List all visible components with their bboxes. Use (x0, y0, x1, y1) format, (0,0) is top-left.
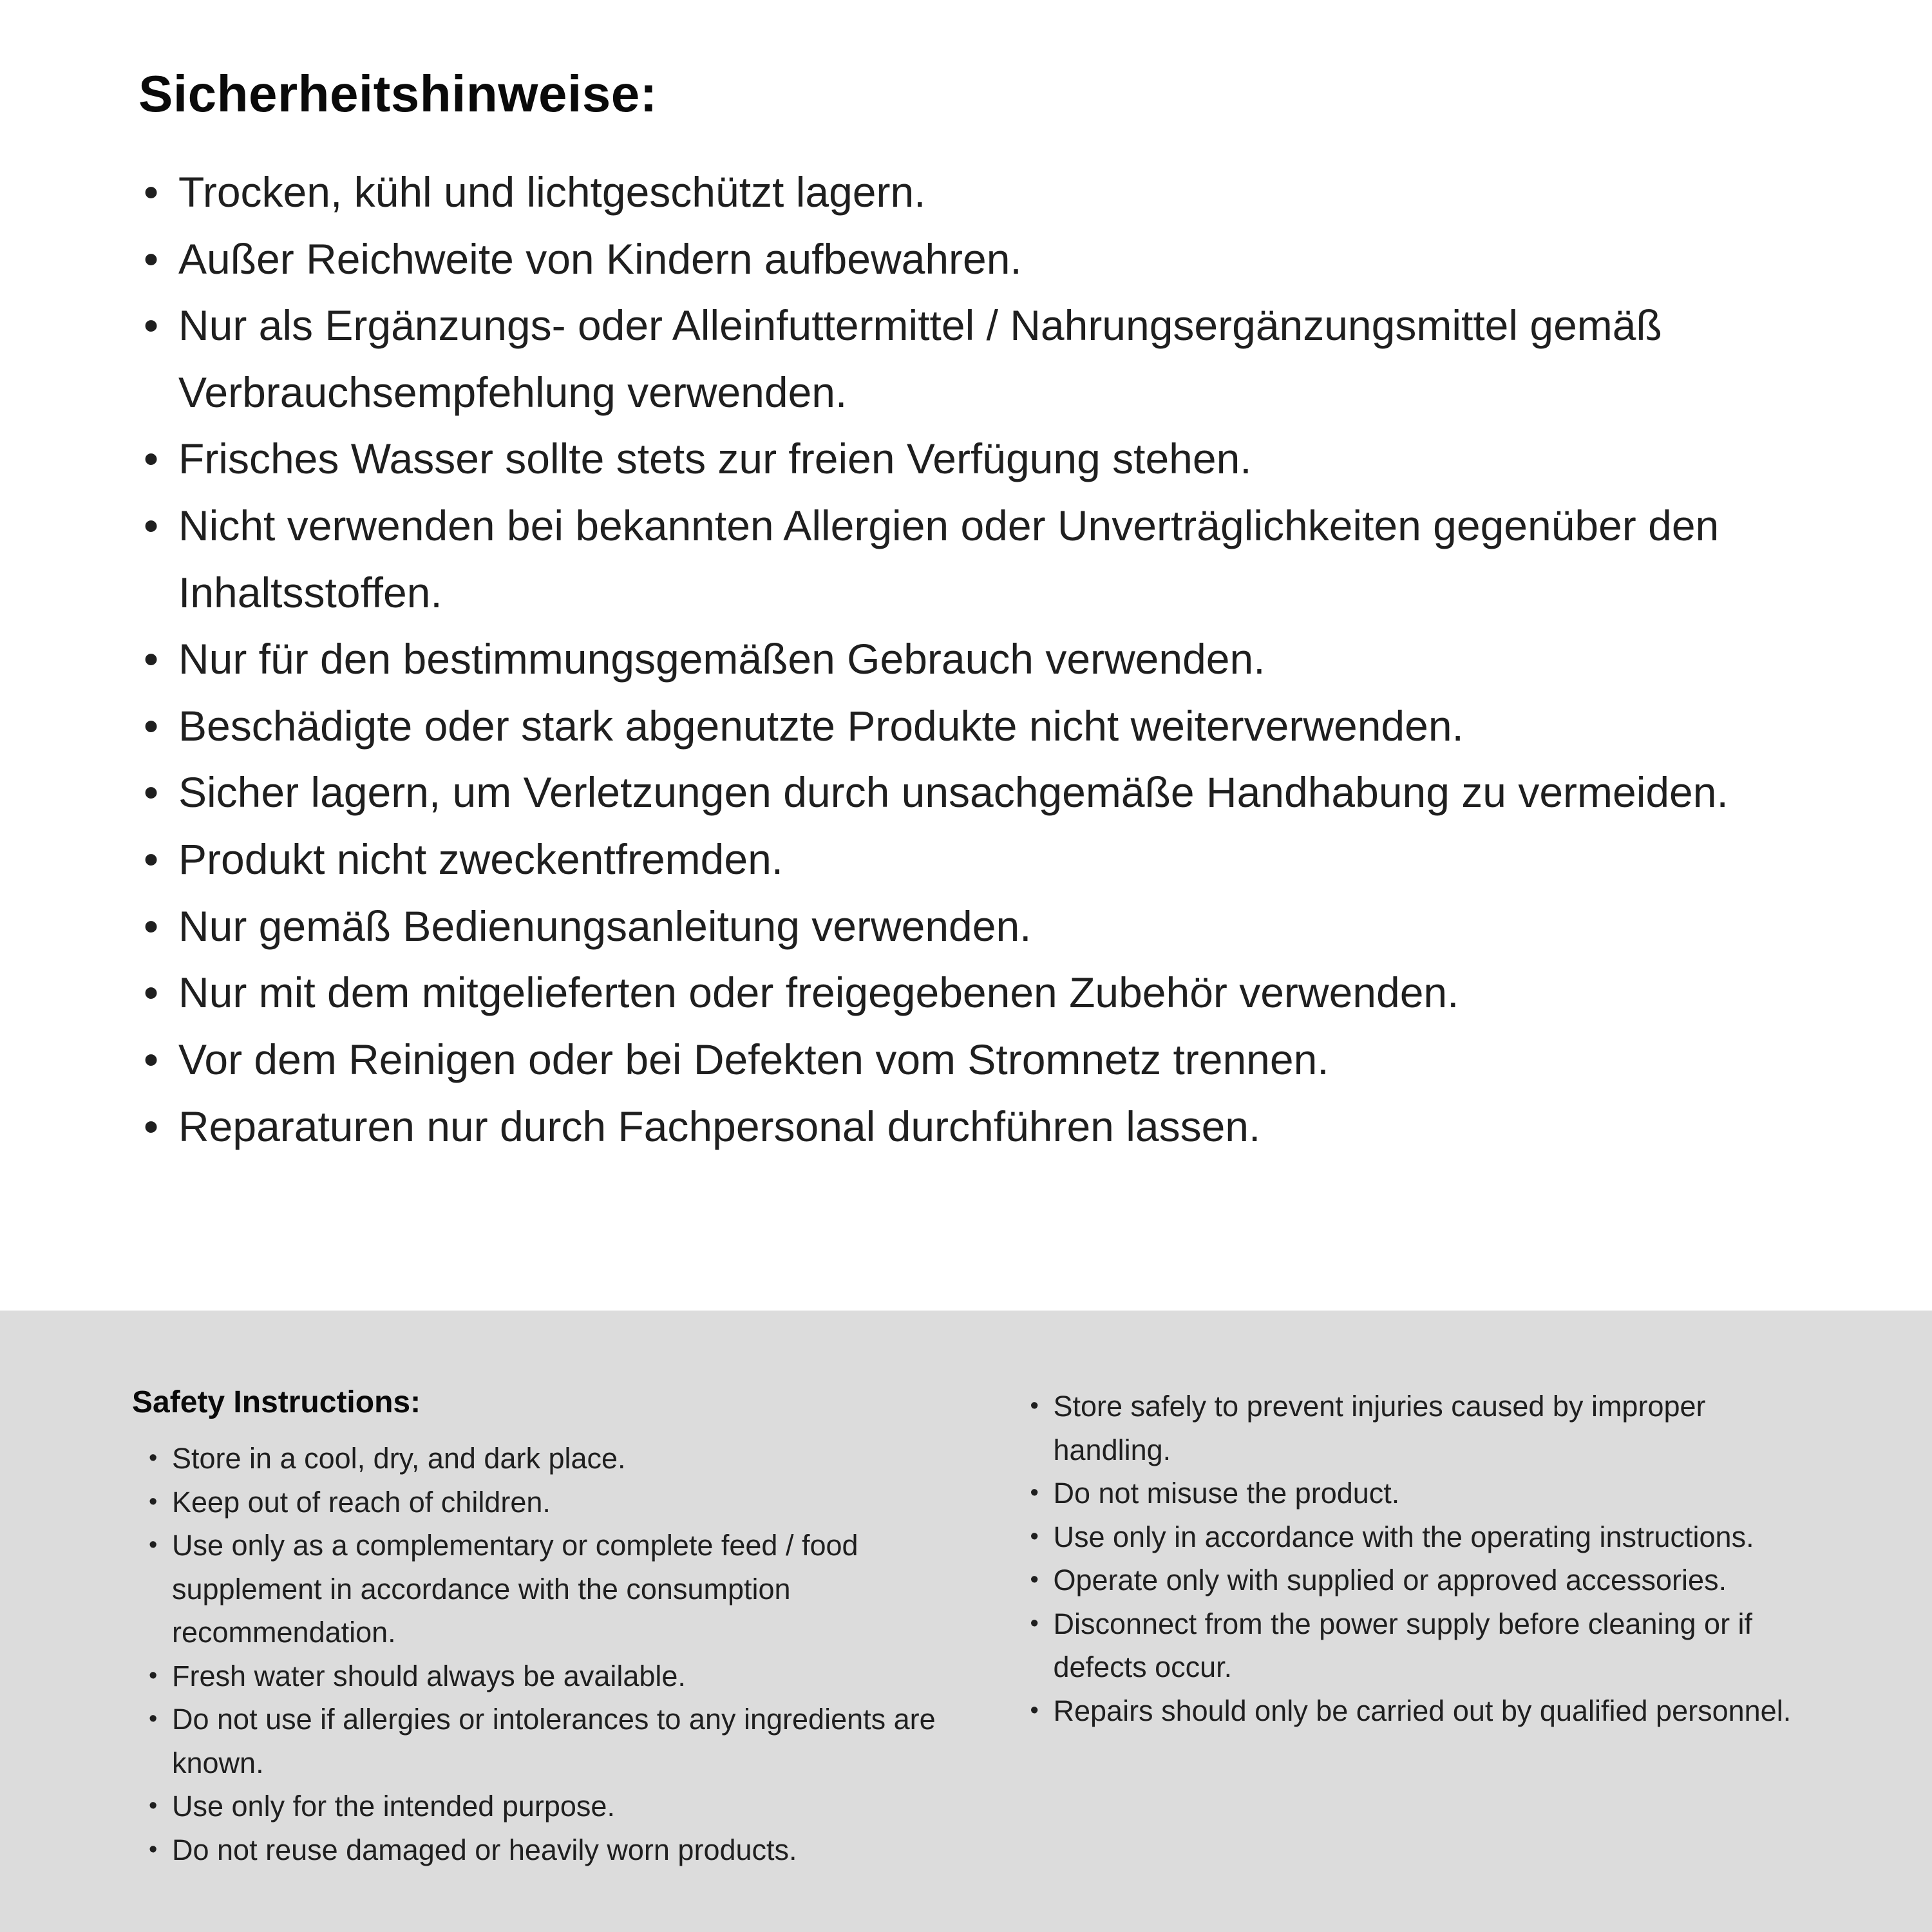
list-item: • Repairs should only be carried out by qualified personnel. (1023, 1689, 1830, 1733)
english-safety-list-left (132, 1437, 939, 1871)
list-item: • Nur für den bestimmungsgemäßen Gebrauch verwenden. (138, 626, 1823, 693)
list-item: • Trocken, kühl und lichtgeschützt lagern. (138, 159, 1823, 226)
list-item: • Frisches Wasser sollte stets zur freien Verfügung stehen. (138, 426, 1823, 493)
list-item: • Store safely to prevent injuries caused by improper handling. (1023, 1385, 1830, 1472)
list-item: • Reparaturen nur durch Fachpersonal durchführen lassen. (138, 1094, 1823, 1160)
list-item: • Do not reuse damaged or heavily worn products. (141, 1828, 939, 1872)
german-safety-list (138, 159, 1823, 1160)
list-item: • Sicher lagern, um Verletzungen durch unsachgemäße Handhabung zu vermeiden. (138, 759, 1823, 826)
list-item: • Disconnect from the power supply before cleaning or if defects occur. (1023, 1602, 1830, 1689)
list-item: • Keep out of reach of children. (141, 1481, 939, 1524)
english-safety-section (0, 1311, 1932, 1932)
list-item: • Fresh water should always be available. (141, 1654, 939, 1698)
list-item: • Use only as a complementary or complete feed / food supplement in accordance with the consumption recommendation. (141, 1524, 939, 1654)
list-item: • Operate only with supplied or approved accessories. (1023, 1558, 1830, 1602)
list-item: • Nicht verwenden bei bekannten Allergien oder Unverträglichkeiten gegenüber den Inhaltsstoffen. (138, 493, 1823, 626)
list-item: • Do not misuse the product. (1023, 1472, 1830, 1515)
list-item: • Vor dem Reinigen oder bei Defekten vom Stromnetz trennen. (138, 1027, 1823, 1094)
list-item: • Nur als Ergänzungs- oder Alleinfuttermittel / Nahrungsergänzungsmittel gemäß Verbrauchsempfehlung verwenden. (138, 292, 1823, 426)
english-left-column (132, 1385, 939, 1871)
list-item: • Nur mit dem mitgelieferten oder freigegebenen Zubehör verwenden. (138, 960, 1823, 1027)
list-item: • Produkt nicht zweckentfremden. (138, 826, 1823, 893)
list-item: • Store in a cool, dry, and dark place. (141, 1437, 939, 1481)
list-item: • Außer Reichweite von Kindern aufbewahren. (138, 226, 1823, 293)
list-item: • Do not use if allergies or intolerances to any ingredients are known. (141, 1698, 939, 1785)
german-section-title: Sicherheitshinweise: (138, 65, 658, 122)
list-item: • Use only in accordance with the operating instructions. (1023, 1515, 1830, 1559)
list-item: • Use only for the intended purpose. (141, 1785, 939, 1828)
list-item: • Nur gemäß Bedienungsanleitung verwenden. (138, 893, 1823, 960)
english-right-column (1023, 1385, 1830, 1732)
list-item: • Beschädigte oder stark abgenutzte Produkte nicht weiterverwenden. (138, 693, 1823, 760)
english-safety-list-right (1023, 1385, 1830, 1732)
english-section-title: Safety Instructions: (132, 1385, 421, 1419)
